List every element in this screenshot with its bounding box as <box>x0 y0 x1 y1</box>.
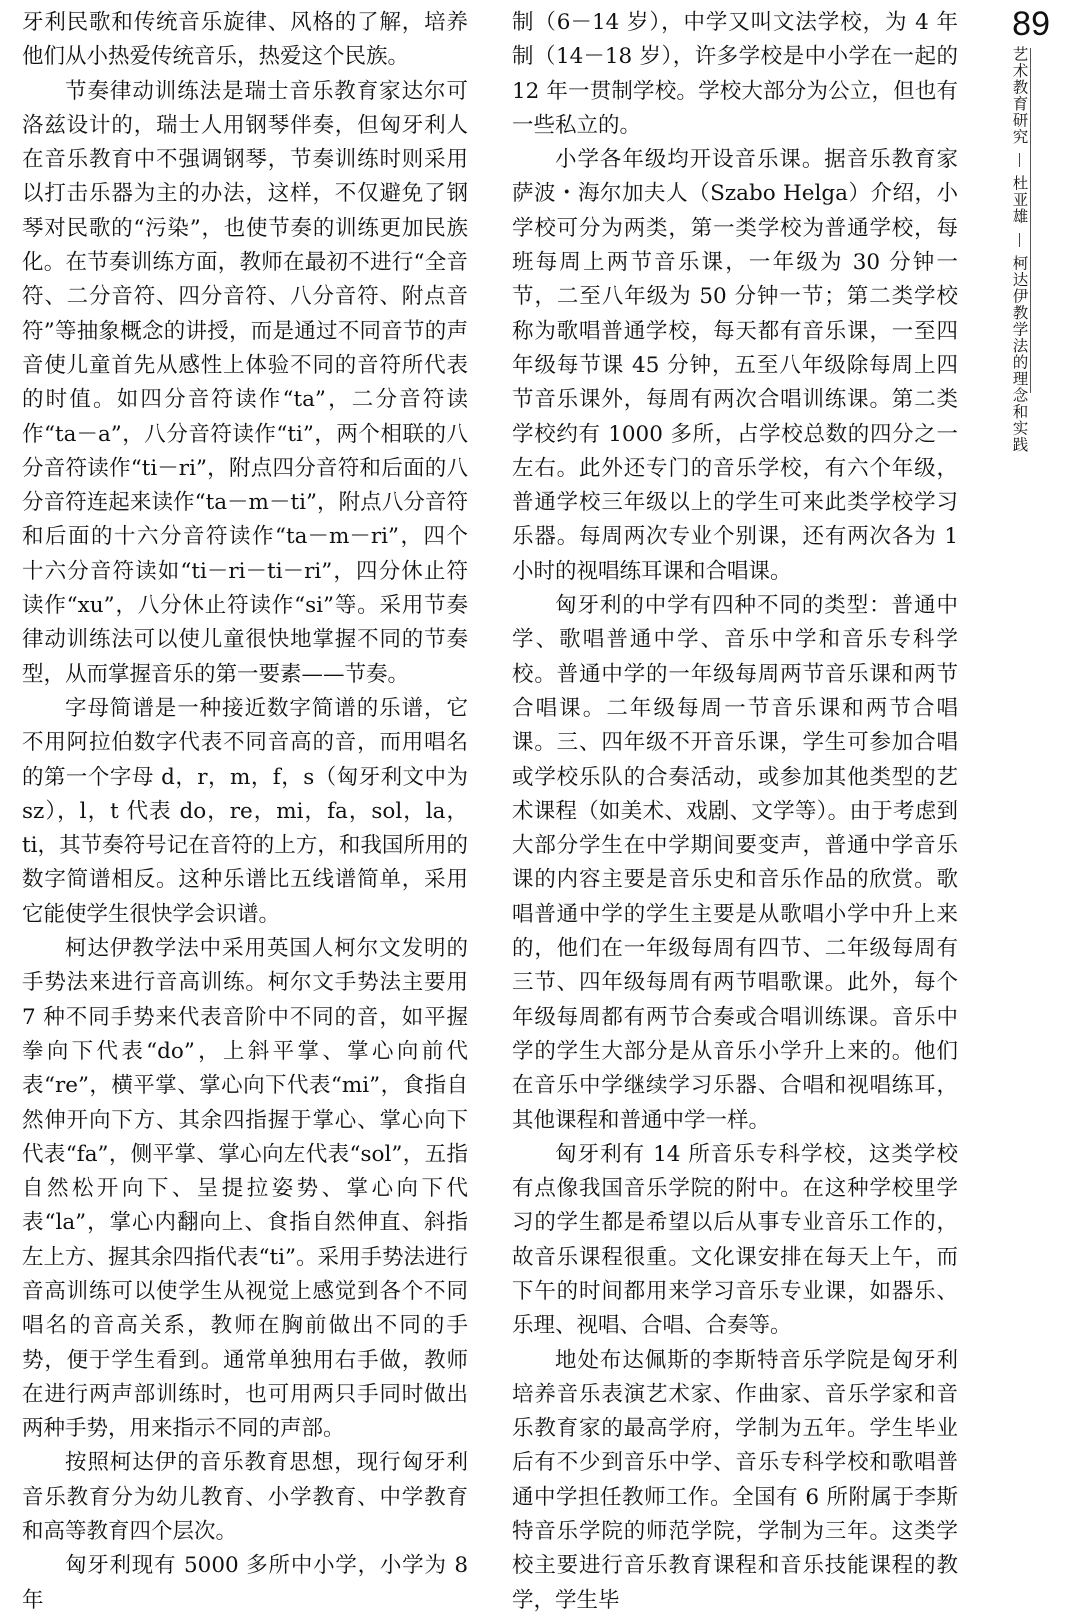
paragraph: 匈牙利现有 5000 多所中小学，小学为 8 年 <box>22 1553 468 1613</box>
paragraph: 制（6－14 岁），中学又叫文法学校，为 4 年制（14－18 岁），许多学校是中小学在一起的 12 年一贯制学校。学校大部分为公立，但也有一些私立的。 <box>512 10 958 138</box>
journal-name: 艺术教育研究 <box>1010 46 1029 145</box>
running-head <box>1005 46 1033 453</box>
article-title: 柯达伊教学法的理念和实践 <box>1010 254 1029 453</box>
paragraph: 匈牙利的中学有四种不同的类型：普通中学、歌唱普通中学、音乐中学和音乐专科学校。普通中学的一年级每周两节音乐课和两节合唱课。二年级每周一节音乐课和两节合唱课。三、四年级不开音乐课，学生可参加合唱或学校乐队的合奏活动，或参加其他类型的艺术课程（如美术、戏剧、文学等）。由于考虑到大部分学生在中学期间要变声，普通中学音乐课的内容主要是音乐史和音乐作品的欣赏。歌唱普通中学的学生主要是从歌唱小学中升上来的，他们在一年级每周有四节、二年级每周有三节、四年级每周有两节唱歌课。此外，每个年级每周都有两节合奏或合唱训练课。音乐中学的学生大部分是从音乐小学升上来的。他们在音乐中学继续学习乐器、合唱和视唱练耳，其他课程和普通中学一样。 <box>512 593 958 1133</box>
paragraph: 匈牙利有 14 所音乐专科学校，这类学校有点像我国音乐学院的附中。在这种学校里学习的学生都是希望以后从事专业音乐工作的，故音乐课程很重。文化课安排在每天上午，而下午的时间都用来学习音乐专业课，如器乐、乐理、视唱、合唱、合奏等。 <box>512 1141 958 1339</box>
running-head-separator <box>1019 153 1020 167</box>
left-column <box>22 6 468 1618</box>
paragraph: 节奏律动训练法是瑞士音乐教育家达尔可洛兹设计的，瑞士人用钢琴伴奏，但匈牙利人在音乐教育中不强调钢琴，节奏训练时则采用以打击乐器为主的办法，这样，不仅避免了钢琴对民歌的“污染”，也使节奏的训练更加民族化。在节奏训练方面，教师在最初不进行“全音符、二分音符、四分音符、八分音符、附点音符”等抽象概念的讲授，而是通过不同音节的声音使儿童首先从感性上体验不同的音符所代表的时值。如四分音符读作“ta”，二分音符读作“ta－a”，八分音符读作“ti”，两个相联的八分音符读作“ti－ri”，附点四分音符和后面的八分音符连起来读作“ta－m－ti”，附点八分音符和后面的十六分音符读作“ta－m－ri”，四个十六分音符读如“ti－ri－ti－ri”，四分休止符读作“xu”，八分休止符读作“si”等。采用节奏律动训练法可以使儿童很快地掌握不同的节奏型，从而掌握音乐的第一要素——节奏。 <box>22 78 468 687</box>
paragraph: 小学各年级均开设音乐课。据音乐教育家萨波・海尔加夫人（Szabo Helga）介绍，小学校可分为两类，第一类学校为普通学校，每班每周上两节音乐课，一年级为 30 分钟一节，二至八年级为 50 分钟一节；第二类学校称为歌唱普通学校，每天都有音乐课，一至四年级每节课 45 分钟，五至八年级除每周上四节音乐课外，每周有两次合唱训练课。第二类学校约有 1000 多所，占学校总数的四分之一左右。此外还专门的音乐学校，有六个年级，普通学校三年级以上的学生可来此类学校学习乐器。每周两次专业个别课，还有两次各为 1 小时的视唱练耳课和合唱课。 <box>512 147 958 584</box>
paragraph: 字母简谱是一种接近数字简谱的乐谱，它不用阿拉伯数字代表不同音高的音，而用唱名的第一个字母 d，r，m，f，s（匈牙利文中为 sz），l，t 代表 do，re，mi，fa，sol，la，ti，其节奏符号记在音符的上方，和我国所用的数字简谱相反。这种乐谱比五线谱简单，采用它能使学生很快学会识谱。 <box>22 695 468 927</box>
right-column <box>512 6 958 1618</box>
page-number: 89 <box>1012 5 1050 43</box>
paragraph: 柯达伊教学法中采用英国人柯尔文发明的手势法来进行音高训练。柯尔文手势法主要用 7 种不同手势来代表音阶中不同的音，如平握拳向下代表“do”，上斜平掌、掌心向前代表“re”，横平掌、掌心向下代表“mi”，食指自然伸开向下方、其余四指握于掌心、掌心向下代表“fa”，侧平掌、掌心向左代表“sol”，五指自然松开向下、呈提拉姿势、掌心向下代表“la”，掌心内翻向上、食指自然伸直、斜指左上方、握其余四指代表“ti”。采用手势法进行音高训练可以使学生从视觉上感觉到各个不同唱名的音高关系，教师在胸前做出不同的手势，便于学生看到。通常单独用右手做，教师在进行两声部训练时，也可用两只手同时做出两种手势，用来指示不同的声部。 <box>22 936 469 1442</box>
running-head-separator <box>1019 233 1020 247</box>
paragraph: 牙利民歌和传统音乐旋律、风格的了解，培养他们从小热爱传统音乐，热爱这个民族。 <box>22 10 468 70</box>
paragraph: 地处布达佩斯的李斯特音乐学院是匈牙利培养音乐表演艺术家、作曲家、音乐学家和音乐教育家的最高学府，学制为五年。学生毕业后有不少到音乐中学、音乐专科学校和歌唱普通中学担任教师工作。全国有 6 所附属于李斯特音乐学院的师范学院，学制为三年。这类学校主要进行音乐教育课程和音乐技能课程的教学，学生毕 <box>512 1347 958 1613</box>
author-name: 杜亚雄 <box>1010 175 1029 225</box>
paragraph: 按照柯达伊的音乐教育思想，现行匈牙利音乐教育分为幼儿教育、小学教育、中学教育和高等教育四个层次。 <box>22 1450 468 1545</box>
